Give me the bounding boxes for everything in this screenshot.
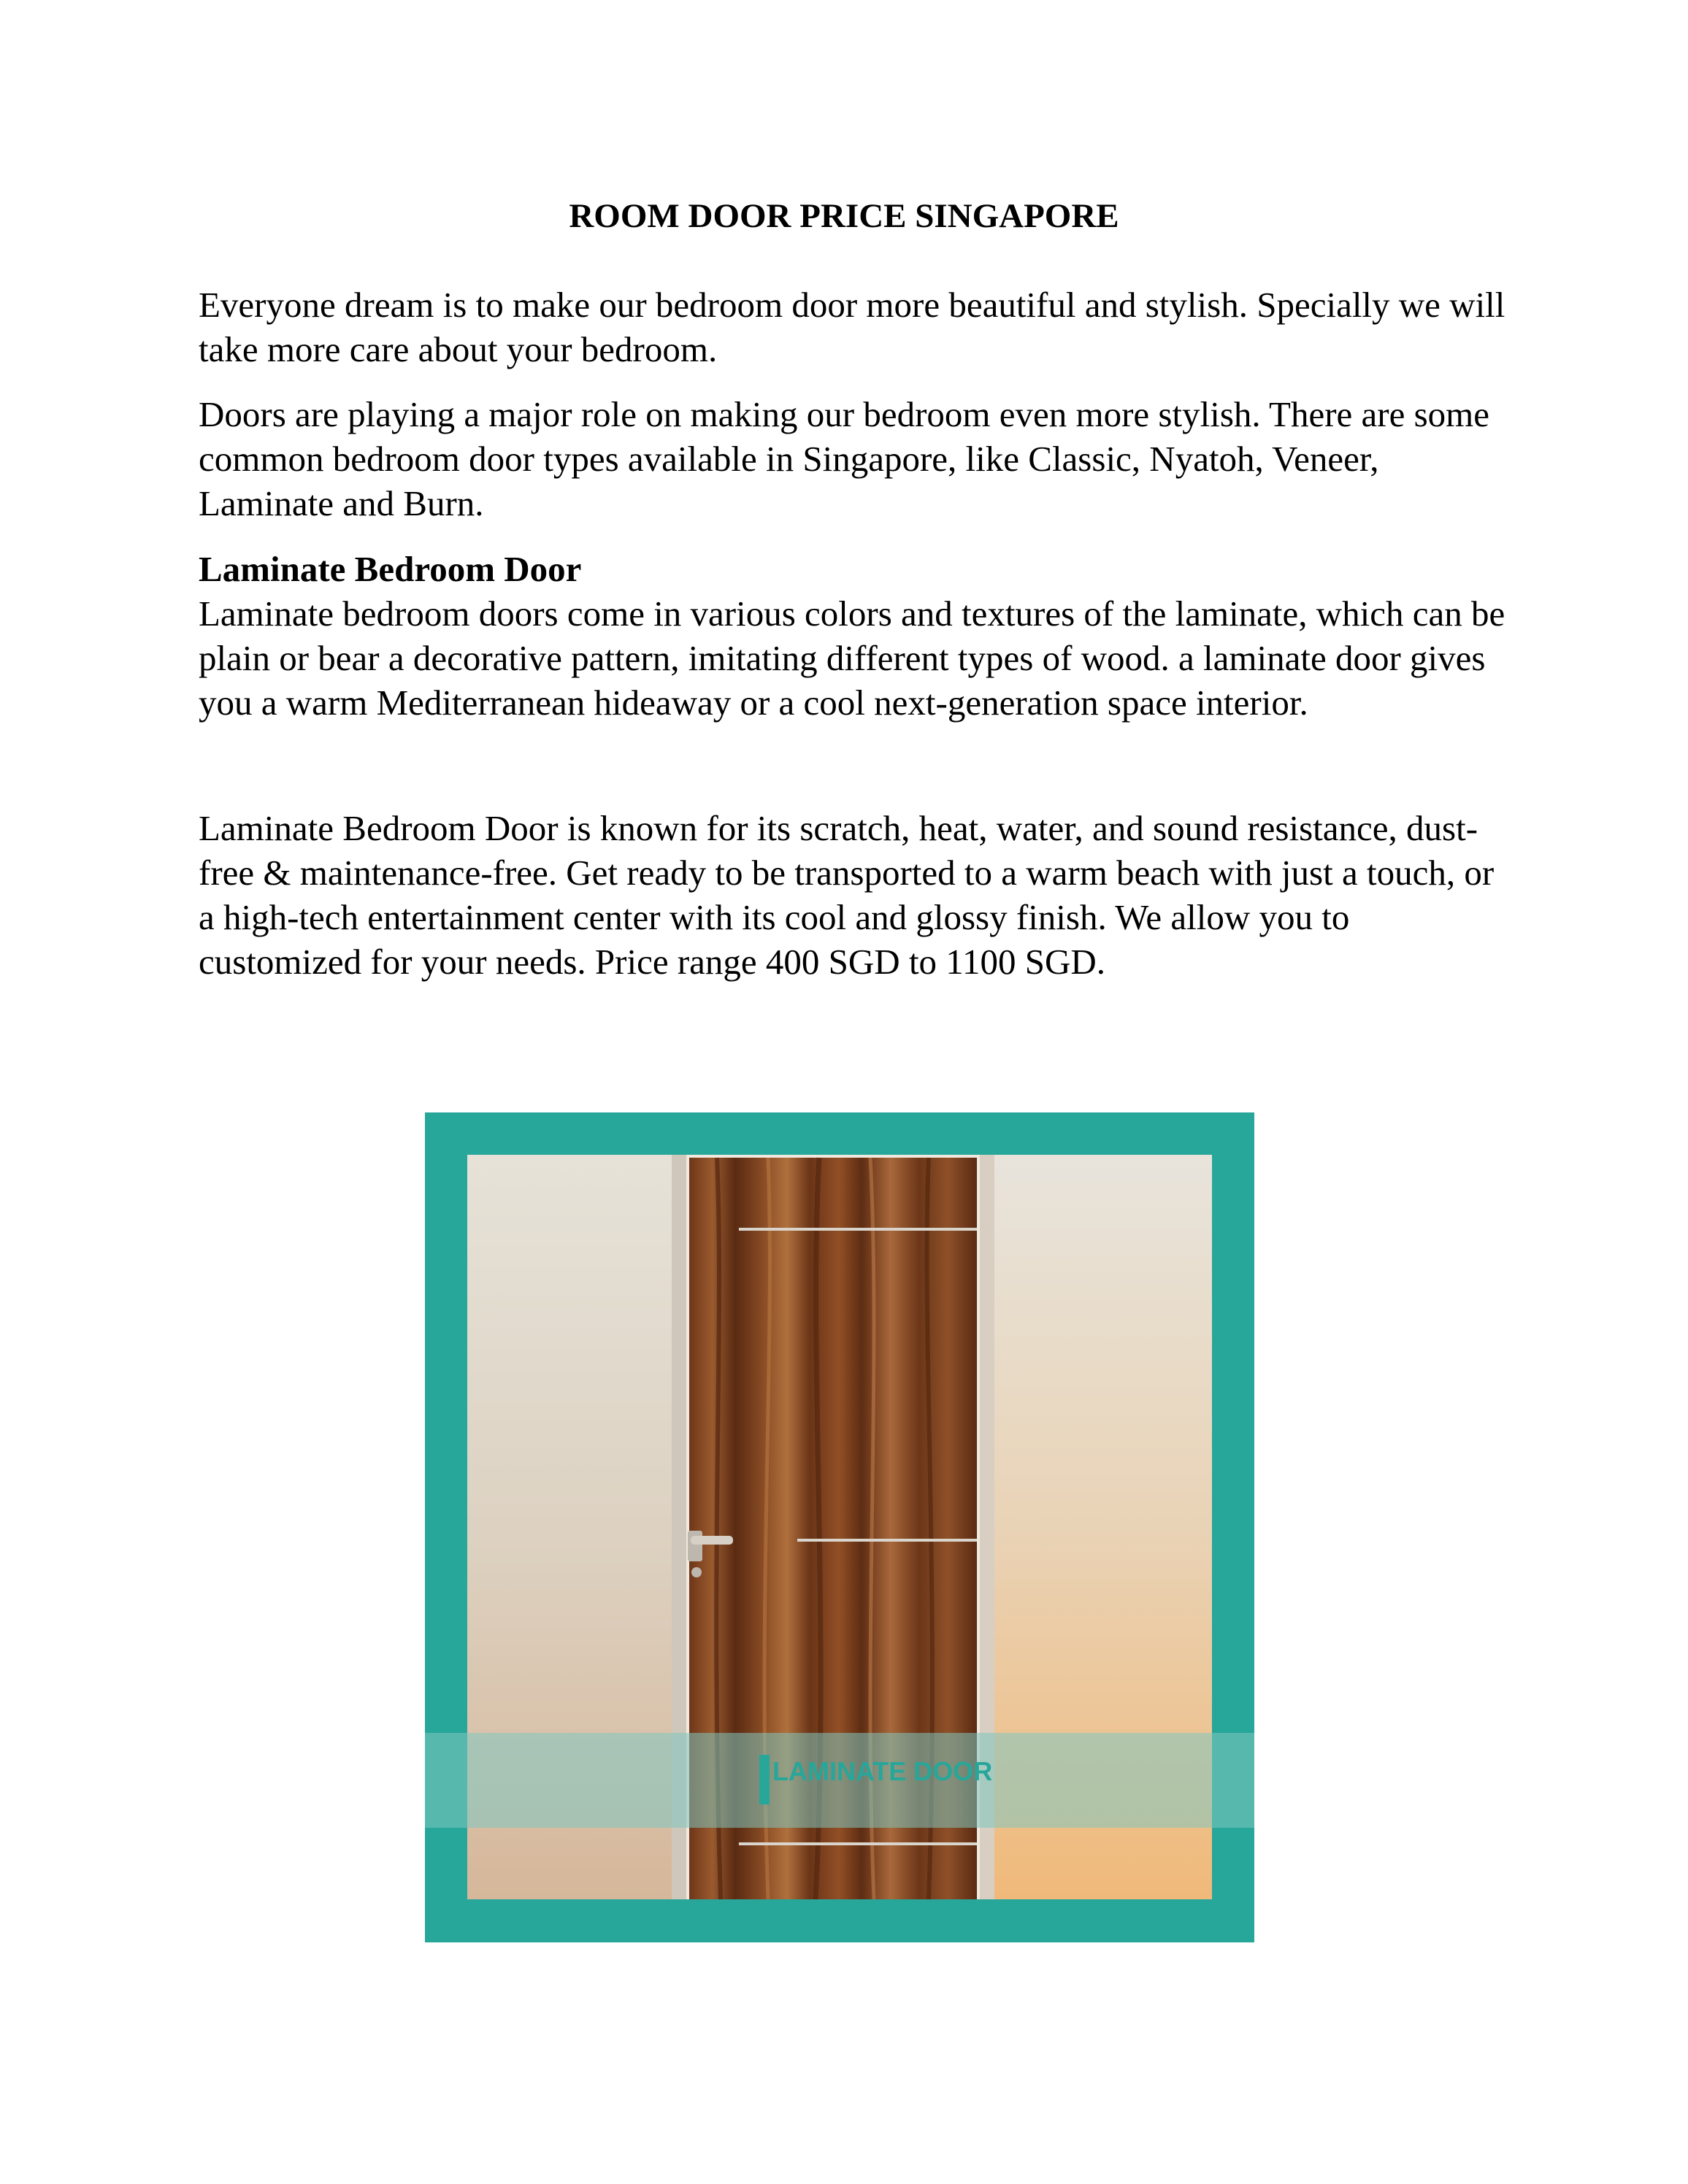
intro-paragraph: Everyone dream is to make our bedroom door more beautiful and stylish. Specially we will take more care about your bedroom.	[199, 285, 1505, 369]
page-title: ROOM DOOR PRICE SINGAPORE	[569, 197, 1119, 235]
laminate-section	[199, 547, 1513, 725]
laminate-description: Laminate bedroom doors come in various colors and textures of the laminate, which can be plain or bear a decorative pattern, imitating different types of wood. a laminate door gives you a warm Mediterranean hideaway or a cool next-generation space interior.	[199, 593, 1505, 723]
laminate-features-paragraph: Laminate Bedroom Door is known for its scratch, heat, water, and sound resistance, dust-free & maintenance-free. Get ready to be transported to a warm beach with just a touch, or a high-tech entertainment center with its cool and glossy finish. We allow you to customized for your needs. Price range 400 SGD to 1100 SGD.	[199, 808, 1495, 982]
logo-text: LAMINATE DOOR	[772, 1756, 993, 1786]
laminate-heading: Laminate Bedroom Door	[199, 549, 582, 589]
door-types-paragraph: Doors are playing a major role on making our bedroom even more stylish. There are some common bedroom door types available in Singapore, like Classic, Nyatoh, Veneer, Laminate and Burn.	[199, 394, 1490, 523]
laminate-door-photo	[425, 1112, 1254, 1942]
